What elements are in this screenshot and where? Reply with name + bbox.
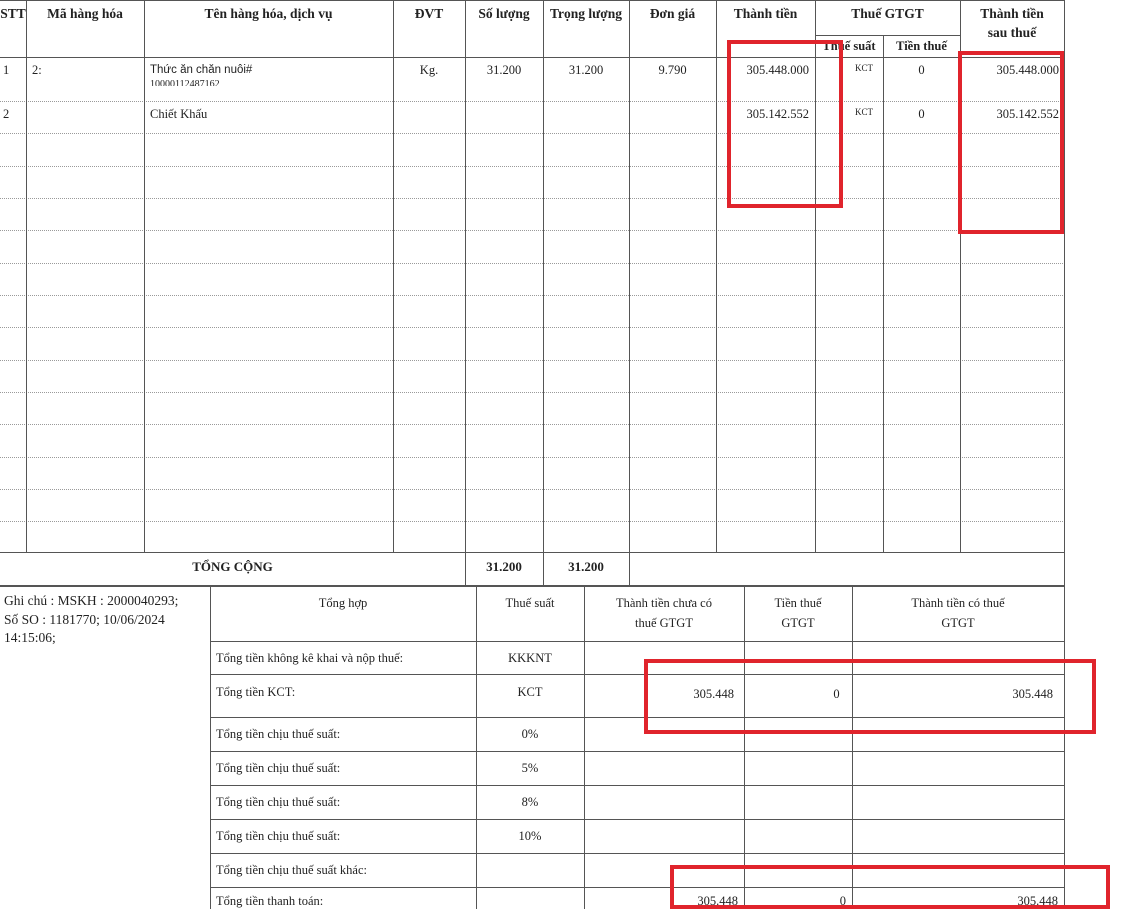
summary-rate: 8% [521,795,539,809]
row1-thanh-tien: 305.448.000 [746,63,809,77]
summary-header-co-thue-1: Thành tiền có thuế [911,596,1005,610]
row1-sau-thue: 305.448.000 [996,63,1059,77]
row1-ten: Thức ăn chăn nuôi# [150,64,253,76]
row1-so-luong: 31.200 [486,63,522,77]
summary-label: Tổng tiền thanh toán: [216,894,324,908]
header-sau-thue-line2: sau thuế [987,25,1037,40]
row1-stt: 1 [3,63,10,77]
highlight-box-thanh-tien [727,40,843,208]
row1-ten-sub: 10000112487162 [150,80,220,86]
header-thue-suat: Thuế suất [822,39,876,53]
summary-header-chua-thue-2: thuế GTGT [635,616,693,630]
row2-thanh-tien: 305.142.552 [746,107,809,121]
note-line1: Ghi chú : MSKH : 2000040293; [4,593,179,608]
total-label: TỔNG CỘNG [192,559,273,574]
summary-header-tong-hop: Tổng hợp [318,596,368,610]
summary-co-thue: 305.448 [1017,894,1058,908]
row1-ma: 2: [32,63,42,77]
summary-rate: KKKNT [508,651,552,665]
row2-thue-suat: KCT [855,107,873,117]
row1-dvt: Kg. [419,63,439,77]
header-ma-hang: Mã hàng hóa [47,6,123,21]
summary-header-tien-thue-1: Tiền thuế [774,596,822,610]
total-so-luong: 31.200 [486,559,522,574]
summary-header-tien-thue-2: GTGT [781,616,815,630]
row2-tien-thue: 0 [918,107,925,121]
row1-don-gia: 9.790 [658,63,687,77]
total-trong-luong: 31.200 [568,559,604,574]
header-stt: STT [0,6,26,21]
header-thue-gtgt: Thuế GTGT [851,6,924,21]
summary-rate: KCT [517,685,543,699]
summary-label: Tổng tiền chịu thuế suất: [216,727,341,741]
header-so-luong: Số lượng [478,6,530,21]
summary-rate: 5% [521,761,539,775]
header-don-gia: Đơn giá [649,6,696,21]
summary-header-chua-thue-1: Thành tiền chưa có [616,596,712,610]
summary-rate: 0% [521,727,539,741]
summary-tien-thue: 0 [839,894,846,908]
row2-sau-thue: 305.142.552 [996,107,1059,121]
summary-label: Tổng tiền không kê khai và nộp thuế: [216,651,404,665]
row2-stt: 2 [3,107,10,121]
summary-header-thue-suat: Thuế suất [505,596,555,610]
summary-chua-thue: 305.448 [693,687,734,701]
highlight-box-thanh-toan [670,865,1110,909]
summary-rate: 10% [518,829,542,843]
row2-ten: Chiết Khấu [150,107,208,121]
note-line3: 14:15:06; [4,630,56,645]
header-dvt: ĐVT [414,6,444,21]
highlight-box-sau-thue [958,51,1064,234]
summary-chua-thue: 305.448 [697,894,738,908]
summary-tien-thue: 0 [833,687,840,701]
summary-label: Tổng tiền KCT: [216,685,296,699]
row1-trong-luong: 31.200 [568,63,604,77]
summary-header-co-thue-2: GTGT [941,616,975,630]
summary-label: Tổng tiền chịu thuế suất khác: [216,863,368,877]
header-trong-luong: Trọng lượng [550,6,622,21]
summary-label: Tổng tiền chịu thuế suất: [216,829,341,843]
header-sau-thue-line1: Thành tiền [980,6,1044,21]
header-tien-thue: Tiền thuế [896,39,947,53]
note-line2: Số SO : 1181770; 10/06/2024 [4,612,165,627]
header-thanh-tien: Thành tiền [733,6,798,21]
header-ten-hang: Tên hàng hóa, dịch vụ [204,6,333,21]
summary-co-thue: 305.448 [1012,687,1053,701]
summary-label: Tổng tiền chịu thuế suất: [216,795,341,809]
row1-tien-thue: 0 [918,63,925,77]
summary-label: Tổng tiền chịu thuế suất: [216,761,341,775]
highlight-box-kct [644,659,1096,734]
row1-thue-suat: KCT [855,63,873,73]
